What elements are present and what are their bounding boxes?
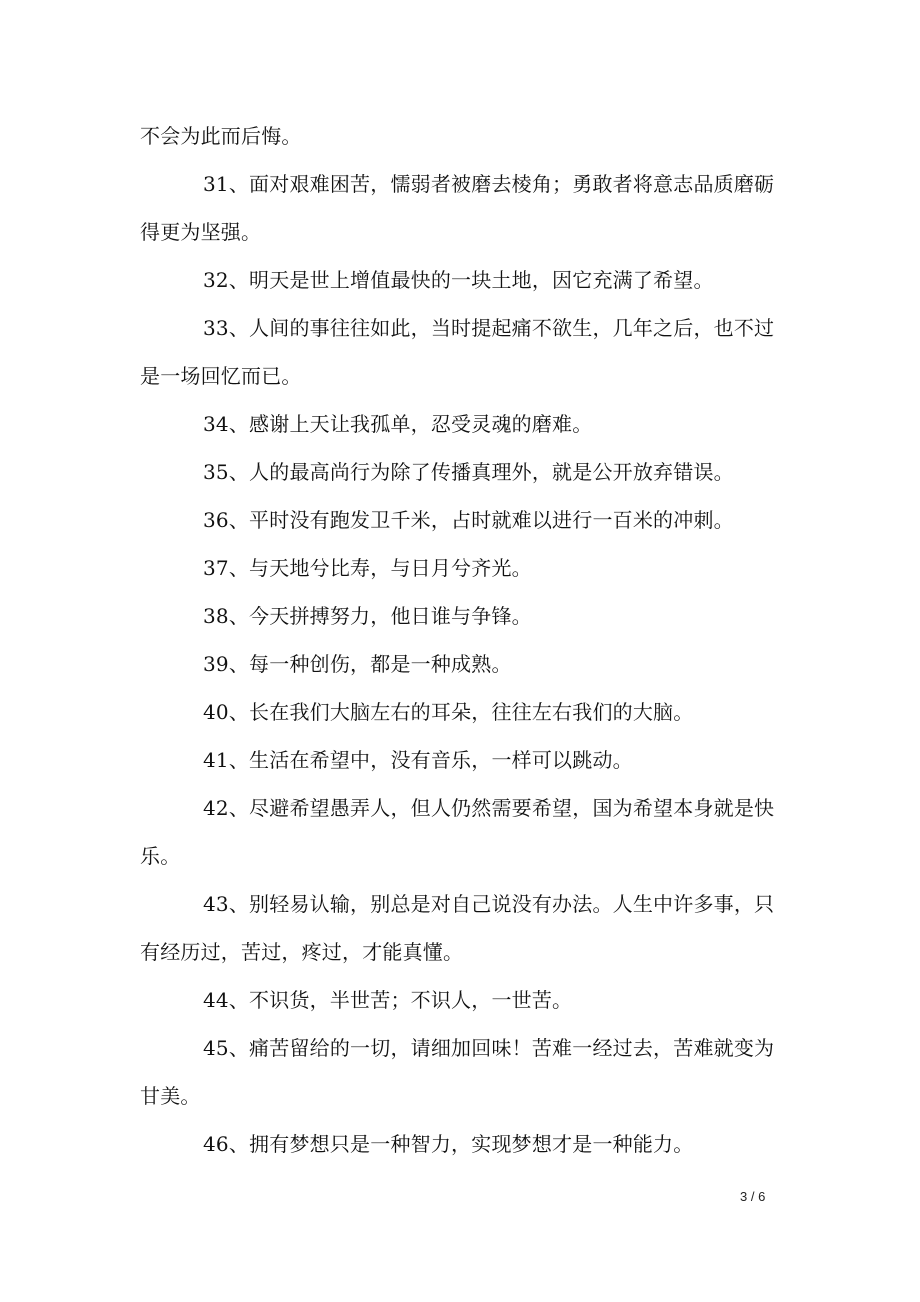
paragraph: 31、面对艰难困苦，懦弱者被磨去棱角；勇敢者将意志品质磨砺得更为坚强。 bbox=[140, 172, 775, 244]
page-number: 3 / 6 bbox=[740, 1189, 766, 1204]
document-body bbox=[140, 112, 790, 1168]
paragraph: 44、不识货，半世苦；不识人，一世苦。 bbox=[203, 988, 573, 1012]
paragraph: 43、别轻易认输，别总是对自己说没有办法。人生中许多事，只有经历过，苦过，疼过，才能真懂。 bbox=[140, 892, 775, 964]
paragraph: 41、生活在希望中，没有音乐，一样可以跳动。 bbox=[203, 748, 633, 772]
paragraph: 45、痛苦留给的一切，请细加回味！苦难一经过去，苦难就变为甘美。 bbox=[140, 1036, 775, 1108]
paragraph: 36、平时没有跑发卫千米，占时就难以进行一百米的冲刺。 bbox=[203, 508, 734, 532]
paragraph: 35、人的最高尚行为除了传播真理外，就是公开放弃错误。 bbox=[203, 460, 734, 484]
paragraph: 40、长在我们大脑左右的耳朵，往往左右我们的大脑。 bbox=[203, 700, 694, 724]
paragraph: 不会为此而后悔。 bbox=[140, 124, 302, 148]
paragraph: 39、每一种创伤，都是一种成熟。 bbox=[203, 652, 512, 676]
paragraph: 38、今天拼搏努力，他日谁与争锋。 bbox=[203, 604, 532, 628]
paragraph: 46、拥有梦想只是一种智力，实现梦想才是一种能力。 bbox=[203, 1132, 694, 1156]
paragraph: 33、人间的事往往如此，当时提起痛不欲生，几年之后，也不过是一场回忆而已。 bbox=[140, 316, 775, 388]
paragraph: 34、感谢上天让我孤单，忍受灵魂的磨难。 bbox=[203, 412, 593, 436]
paragraph: 32、明天是世上增值最快的一块土地，因它充满了希望。 bbox=[203, 268, 714, 292]
paragraph: 42、尽避希望愚弄人，但人仍然需要希望，国为希望本身就是快乐。 bbox=[140, 796, 775, 868]
paragraph: 37、与天地兮比寿，与日月兮齐光。 bbox=[203, 556, 532, 580]
